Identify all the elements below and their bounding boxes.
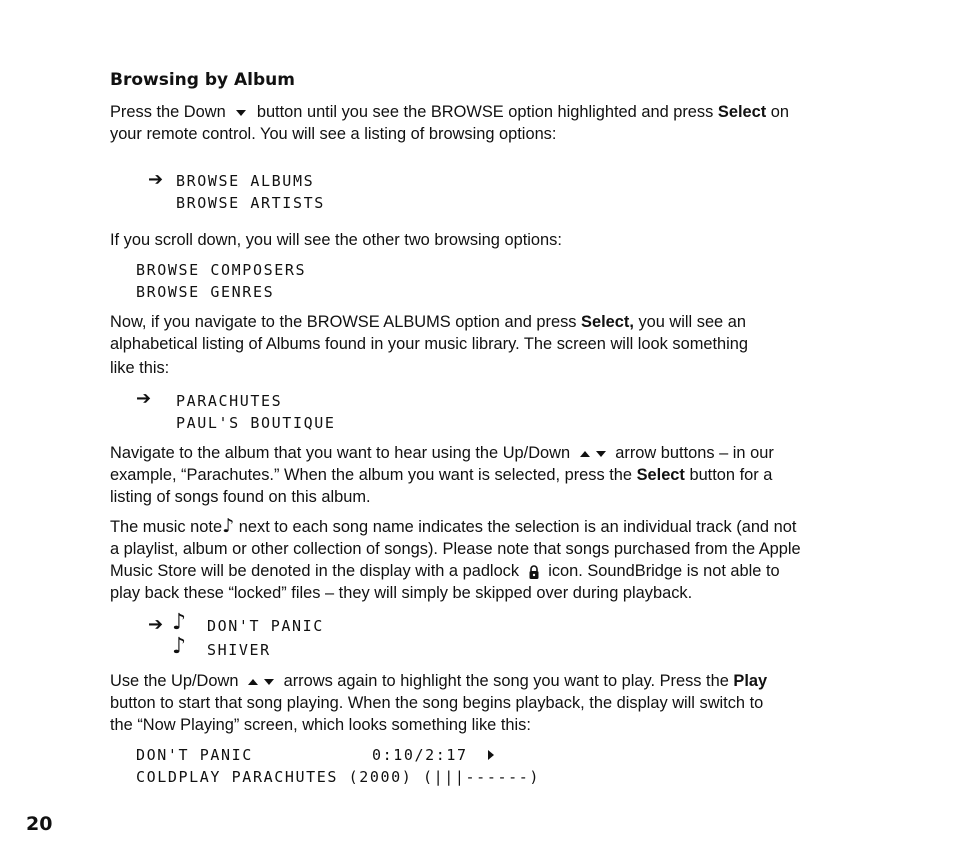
text: Now, if you navigate to the BROWSE ALBUMS option and press xyxy=(110,313,577,331)
text: arrow buttons – in our xyxy=(615,444,774,462)
text: your remote control. You will see a listing of browsing options: xyxy=(110,125,557,143)
screen-line: SHIVER xyxy=(207,641,271,659)
text: next to each song name indicates the selection is an individual track (and not xyxy=(238,518,797,536)
screen-line: BROWSE GENRES xyxy=(136,283,275,301)
screen-line: BROWSE COMPOSERS xyxy=(136,261,307,279)
up-down-triangles-icon xyxy=(246,677,276,687)
text: button to start that song playing. When the song begins playback, the display will switch to xyxy=(110,694,764,712)
music-note-icon: ♪ xyxy=(172,610,187,635)
screen-line: BROWSE ARTISTS xyxy=(176,194,325,212)
text: play back these “locked” files – they will simply be skipped over during playback. xyxy=(110,584,693,602)
heavy-right-arrow-icon: ➔ xyxy=(136,388,152,409)
music-note-icon: ♪ xyxy=(172,634,187,659)
now-playing-song: DON'T PANIC xyxy=(136,746,253,764)
select-keyword: Select xyxy=(717,103,767,121)
text: arrows again to highlight the song you want to play. Press the xyxy=(283,672,729,690)
text: Use the Up/Down xyxy=(110,672,239,690)
paragraph-scroll xyxy=(110,229,850,251)
text: Press the Down xyxy=(110,103,226,121)
up-down-triangles-icon xyxy=(578,449,608,459)
select-keyword: Select, xyxy=(581,313,634,331)
text: The music note xyxy=(110,518,223,536)
text: Music Store will be denoted in the display with a padlock xyxy=(110,562,520,580)
page-number: 20 xyxy=(26,813,53,835)
text: listing of songs found on this album. xyxy=(110,488,371,506)
now-playing-info: COLDPLAY PARACHUTES (2000) (|||------) xyxy=(136,768,540,786)
text: a playlist, album or other collection of songs). Please note that songs purchased from the Apple xyxy=(110,540,801,558)
paragraph-navigate xyxy=(110,442,850,508)
paragraph-albums xyxy=(110,311,850,379)
now-playing-time: 0:10/2:17 xyxy=(372,746,468,764)
play-triangle-icon xyxy=(487,749,495,761)
screen-line: PAUL'S BOUTIQUE xyxy=(176,414,336,432)
music-note-icon: ♪ xyxy=(222,515,235,537)
text: button for a xyxy=(689,466,773,484)
text: the “Now Playing” screen, which looks something like this: xyxy=(110,716,531,734)
text: Navigate to the album that you want to hear using the Up/Down xyxy=(110,444,571,462)
text: button until you see the BROWSE option highlighted and press xyxy=(256,103,714,121)
paragraph-browse-intro xyxy=(110,101,850,145)
text: If you scroll down, you will see the other two browsing options: xyxy=(110,231,562,249)
padlock-icon xyxy=(528,564,540,580)
paragraph-play xyxy=(110,670,850,736)
text: like this: xyxy=(110,359,170,377)
screen-line: BROWSE ALBUMS xyxy=(176,172,315,190)
screen-line: DON'T PANIC xyxy=(207,617,324,635)
select-keyword: Select xyxy=(636,466,685,484)
screen-line: PARACHUTES xyxy=(176,392,283,410)
text: alphabetical listing of Albums found in your music library. The screen will look something xyxy=(110,335,749,353)
heavy-right-arrow-icon: ➔ xyxy=(148,614,164,635)
play-keyword: Play xyxy=(733,672,768,690)
text: on xyxy=(770,103,789,121)
heavy-right-arrow-icon: ➔ xyxy=(148,169,164,190)
section-heading: Browsing by Album xyxy=(110,70,295,90)
paragraph-music-note xyxy=(110,516,850,604)
text: icon. SoundBridge is not able to xyxy=(548,562,780,580)
text: you will see an xyxy=(638,313,746,331)
text: example, “Parachutes.” When the album you want is selected, press the xyxy=(110,466,633,484)
down-triangle-icon xyxy=(234,108,248,118)
